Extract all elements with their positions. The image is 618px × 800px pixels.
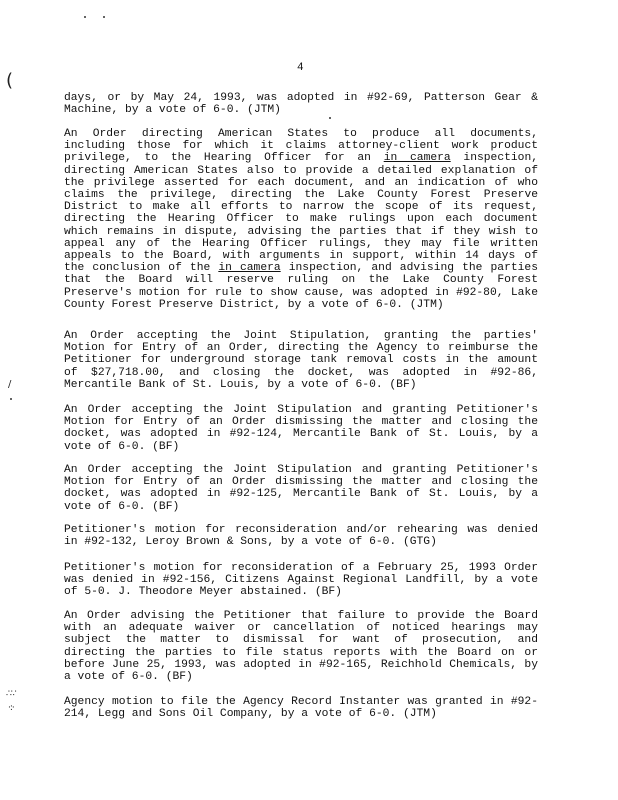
scan-speck (84, 16, 86, 18)
paragraph-4: An Order accepting the Joint Stipulation and granting Petitioner's Motion for Entry of an Order dismissing the matter and closing the docket, was adopted in #92-124, Mercantile Bank of St. Louis, by a vote of 6-0. (BF) (64, 404, 538, 453)
paragraph-9: Agency motion to file the Agency Record Instanter was granted in #92-214, Legg and Sons Oil Company, by a vote of 6-0. (JTM) (64, 696, 538, 721)
binding-mark: ( (6, 70, 14, 91)
paragraph-2-text-c: inspection, directing American States also to provide a detailed explanation of the privilege asserted for each document, and an indication of who claims the privilege, directing the Lake County Forest Preserve District to make all efforts to narrow the scope of its request, directing the Hearing Officer to make rulings upon each document which remains in dispute, advising the parties that if they wish to appeal any of the Hearing Officer rulings, they may file written appeals to the Board, with arguments in support, within 14 days of the conclusion of the (64, 152, 539, 275)
scan-speck (10, 398, 12, 400)
paragraph-7: Petitioner's motion for reconsideration of a February 25, 1993 Order was denied in #92-156, Citizens Against Regional Landfill, by a vote of 5-0. J. Theodore Meyer abstained. (BF) (64, 562, 538, 599)
in-camera-term: in camera (383, 152, 451, 165)
paragraph-1: days, or by May 24, 1993, was adopted in #92-69, Patterson Gear & Machine, by a vote of 6-0. (JTM) (64, 92, 538, 117)
paragraph-2-text-e: inspection, and advising the parties that the Board will reserve ruling on the Lake County Forest Preserve's motion for rule to show cause, was adopted in #92-80, Lake County Forest Preserve District, by a vote of 6-0. (JTM) (64, 262, 538, 311)
margin-mark: / (8, 379, 12, 390)
paragraph-8: An Order advising the Petitioner that failure to provide the Board with an adequate waiver or cancellation of noticed hearings may subject the matter to dismissal for want of prosecution, and directing the parties to file status reports with the Board on or before June 25, 1993, was adopted in #92-165, Reichhold Chemicals, by a vote of 6-0. (BF) (64, 610, 538, 684)
paragraph-6: Petitioner's motion for reconsideration and/or rehearing was denied in #92-132, Leroy Brown & Sons, by a vote of 6-0. (GTG) (64, 524, 538, 549)
paragraph-3: An Order accepting the Joint Stipulation, granting the parties' Motion for Entry of an Order, directing the Agency to reimburse the Petitioner for underground storage tank removal costs in the amount of $27,718.00, and closing the docket, was adopted in #92-86, Mercantile Bank of St. Louis, by a vote of 6-0. (BF) (64, 330, 538, 391)
margin-mark: ·:· (8, 703, 14, 713)
paragraph-2-text-a: An Order directing American States to produce all documents, including those for which it claims attorney-client work product privilege, to the Hearing Officer for an (64, 128, 538, 165)
margin-mark: ∴∵ (6, 689, 16, 699)
in-camera-term: in camera (218, 262, 281, 275)
paragraph-2 (64, 128, 538, 311)
scan-speck (103, 16, 105, 18)
paragraph-5: An Order accepting the Joint Stipulation and granting Petitioner's Motion for Entry of an Order dismissing the matter and closing the docket, was adopted in #92-125, Mercantile Bank of St. Louis, by a vote of 6-0. (BF) (64, 464, 538, 513)
page-number: 4 (297, 62, 304, 74)
scan-speck (329, 117, 331, 119)
